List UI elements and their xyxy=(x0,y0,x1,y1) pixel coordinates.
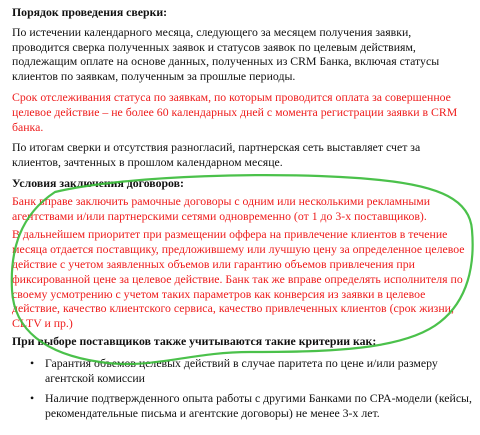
paragraph-line: банка. xyxy=(12,119,44,134)
list-item-line: рекомендательные письма и агентские договоры) не менее 3-х лет. xyxy=(45,406,380,421)
heading-selection-criteria: При выборе поставщиков также учитываются такие критерии как: xyxy=(12,333,377,348)
list-item-line: агентской комиссии xyxy=(45,370,145,385)
paragraph-line: В дальнейшем приоритет при размещении оффера на привлечение клиентов в течение xyxy=(12,227,448,242)
paragraph-reconciliation-procedure xyxy=(12,25,480,84)
paragraph-line: Срок отслеживания статуса по заявкам, по которым проводится оплата за совершенное xyxy=(12,89,451,104)
paragraph-tracking-period xyxy=(12,90,480,134)
paragraph-line: клиентов по заявкам, полученным за прошлые периоды. xyxy=(12,69,296,84)
bullet-symbol: • xyxy=(30,391,35,406)
paragraph-line: подлежащим оплате на основе данных, полученных из CRM Банка, включая статусы xyxy=(12,54,440,69)
paragraph-line: По итогам сверки и отсутствия разногласий, партнерская сеть выставляет счет за xyxy=(12,140,421,155)
criteria-item xyxy=(12,391,480,421)
paragraph-line: своему усмотрению с учетом таких параметров как конверсия из заявки в целевое xyxy=(12,286,426,301)
paragraph-line: агентствами и/или партнерскими сетями одновременно (от 1 до 3-х поставщиков). xyxy=(12,208,427,223)
paragraph-line: месяца отдается поставщику, предложившему или лучшую цену за определенное целевое xyxy=(12,242,465,257)
paragraph-line: фиксированной цене за целевое действие. Банк так же вправе определять исполнителя по xyxy=(12,271,463,286)
list-item-line: Гарантия объемов целевых действий в случае паритета по цене и/или размеру xyxy=(45,355,438,370)
paragraph-supplier-priority xyxy=(12,227,480,331)
section-contract-terms xyxy=(12,176,480,331)
paragraph-framework-agreements xyxy=(12,194,480,224)
criteria-list xyxy=(12,356,480,421)
paragraph-invoicing xyxy=(12,140,480,170)
heading-reconciliation: Порядок проведения сверки: xyxy=(12,5,168,19)
paragraph-line: проводится сверка полученных заявок и статусов заявок по целевым действиям, xyxy=(12,39,416,54)
criteria-item xyxy=(12,356,480,386)
paragraph-line: Банк вправе заключить рамочные договоры с одним или несколькими рекламными xyxy=(12,193,431,208)
list-item-line: Наличие подтвержденного опыта работы с другими Банками по CPA-модели (кейсы, xyxy=(45,391,472,406)
paragraph-line: действие с учетом заявленных объемов или гарантию объемов привлечения при xyxy=(12,256,415,271)
section-reconciliation xyxy=(12,5,480,170)
paragraph-line: клиентов, зачтенных в прошлом календарном месяце. xyxy=(12,155,283,170)
paragraph-line: CLTV и пр.) xyxy=(12,316,73,331)
heading-contract-terms: Условия заключения договоров: xyxy=(12,175,184,190)
paragraph-line: действие, качество клиентского сервиса, качество привлеченных клиентов (срок жизни, xyxy=(12,301,454,316)
paragraph-line: целевое действие – не более 60 календарных дней с момента регистрации заявки в CRM xyxy=(12,104,458,119)
bullet-symbol: • xyxy=(30,355,35,370)
paragraph-line: По истечении календарного месяца, следующего за месяцем получения заявки, xyxy=(12,24,412,39)
section-selection-criteria xyxy=(12,334,480,421)
